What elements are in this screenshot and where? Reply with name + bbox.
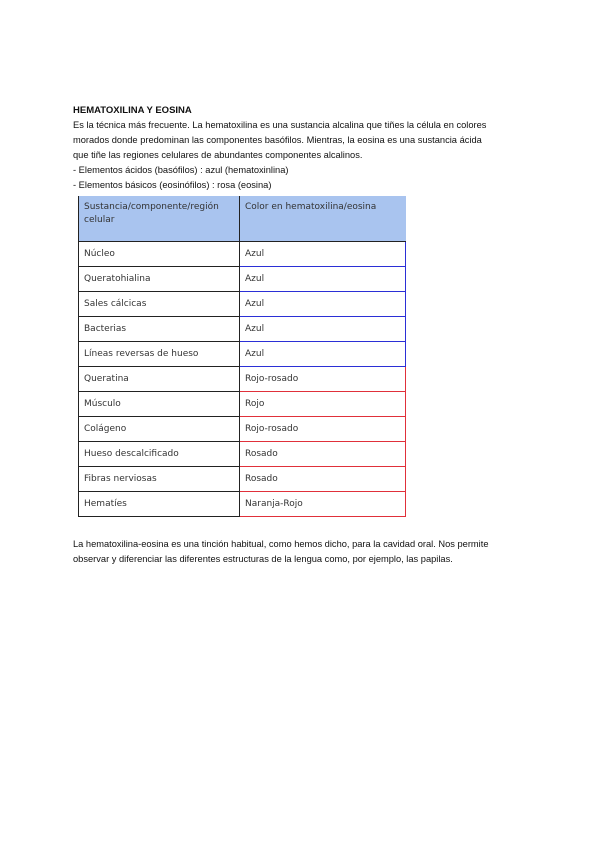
footer-line-1: La hematoxilina-eosina es una tinción habitual, como hemos dicho, para la cavidad oral. Nos permite <box>73 539 489 549</box>
bullet-basic: - Elementos básicos (eosinófilos) : rosa (eosina) <box>73 180 272 190</box>
cell-color: Rojo-rosado <box>240 417 406 442</box>
cell-substance: Líneas reversas de hueso <box>79 342 240 367</box>
bullet-acidic: - Elementos ácidos (basófilos) : azul (hematoxinlina) <box>73 165 289 175</box>
table-body <box>79 242 406 517</box>
table-row <box>79 417 406 442</box>
section-title: HEMATOXILINA Y EOSINA <box>73 105 192 116</box>
intro-line-1: Es la técnica más frecuente. La hematoxilina es una sustancia alcalina que tiñes la célula en colores <box>73 120 487 130</box>
cell-color: Azul <box>240 267 406 292</box>
cell-substance: Hematíes <box>79 492 240 517</box>
cell-substance: Colágeno <box>79 417 240 442</box>
header-substance: Sustancia/componente/región celular <box>79 196 240 242</box>
cell-substance: Hueso descalcificado <box>79 442 240 467</box>
footer-line-2: observar y diferenciar las diferentes estructuras de la lengua como, por ejemplo, las papilas. <box>73 554 453 564</box>
cell-color: Azul <box>240 342 406 367</box>
footer-text <box>73 537 543 567</box>
cell-color: Azul <box>240 317 406 342</box>
cell-color: Rojo <box>240 392 406 417</box>
table-row <box>79 317 406 342</box>
cell-substance: Queratohialina <box>79 267 240 292</box>
cell-color: Rojo-rosado <box>240 367 406 392</box>
table-row <box>79 242 406 267</box>
cell-substance: Fibras nerviosas <box>79 467 240 492</box>
header-color: Color en hematoxilina/eosina <box>240 196 406 242</box>
cell-substance: Queratina <box>79 367 240 392</box>
table-row <box>79 467 406 492</box>
cell-substance: Núcleo <box>79 242 240 267</box>
table-row <box>79 392 406 417</box>
cell-color: Azul <box>240 242 406 267</box>
table-row <box>79 442 406 467</box>
cell-substance: Bacterias <box>79 317 240 342</box>
table-row <box>79 292 406 317</box>
cell-substance: Sales cálcicas <box>79 292 240 317</box>
intro-line-3: que tiñe las regiones celulares de abundantes componentes alcalinos. <box>73 150 363 160</box>
cell-color: Rosado <box>240 442 406 467</box>
cell-color: Naranja-Rojo <box>240 492 406 517</box>
cell-substance: Músculo <box>79 392 240 417</box>
text-block <box>73 104 533 193</box>
intro-line-2: morados donde predominan las componentes basófilos. Mientras, la eosina es una sustancia ácida <box>73 135 482 145</box>
table-row <box>79 267 406 292</box>
cell-color: Azul <box>240 292 406 317</box>
table-row <box>79 367 406 392</box>
table-header-row <box>79 196 406 242</box>
cell-color: Rosado <box>240 467 406 492</box>
table-row <box>79 342 406 367</box>
staining-table <box>78 196 406 517</box>
table-row <box>79 492 406 517</box>
